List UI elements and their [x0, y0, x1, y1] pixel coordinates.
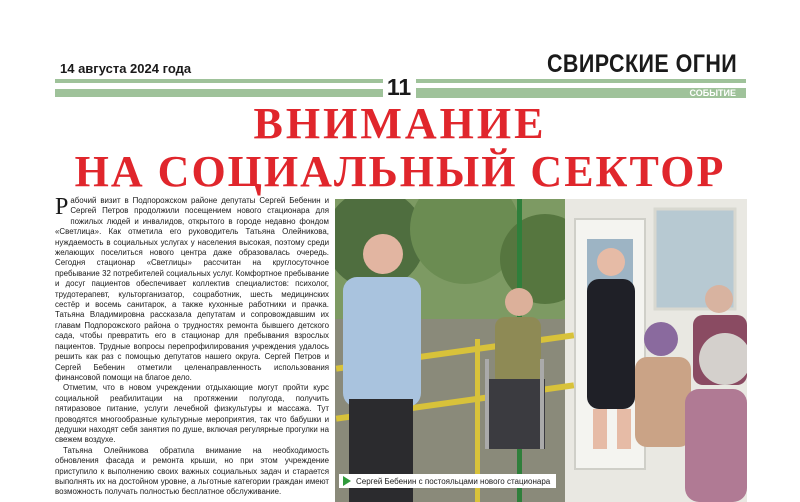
headline-line-1: ВНИМАНИЕ: [253, 99, 547, 148]
newspaper-name: СВИРСКИЕ ОГНИ: [546, 50, 737, 78]
article-body: [55, 196, 329, 502]
article-photo: [335, 199, 747, 502]
headline-line-2: НА СОЦИАЛЬНЫЙ СЕКТОР: [74, 147, 726, 196]
drop-cap: Р: [55, 196, 69, 220]
article-paragraph-3: Татьяна Олейникова обратила внимание на необходимость обновления фасада и ремонта крыши, но при этом учреждение приступило к выполнению своих важных социальных задач и старается выполнять их на достойном уровне, а льготные категории граждан имеют возможность получать полностью бесплатное обслуживание.: [55, 445, 329, 497]
article-paragraph-1-text: абочий визит в Подпорожском районе депутаты Сергей Бебенин и Сергей Петров продолжили посещением нового стационара для пожилых людей и инвалидов, открытого в городе недавно фондом «Светлица». Как отметила его руководитель Татьяна Олейникова, нуждаемость в социальных услугах у населения высокая, поэтому среди желающих поселиться нового центра даже образовалась очередь. Сегодня стационар «Светлицы» рассчитан на круглосуточное пребывание 32 потребителей социальных услуг. Комфортное пребывание и досуг пациентов обеспечивает коллектив специалистов: психолог, трудотерапевт, культорганизатор, соцработник, шесть медицинских сестёр и восемь санитарок, а также кухонные работники и прачка. Татьяна Владимировна рассказала депутатам и сопровождавшим их главам Подпорожского района о трудностях ремонта бывшего детского сада, чтобы превратить его в стационар для пребывания взрослых пациентов. Трудные вопросы перепрофилирования учреждения удалось решить как раз с помощью депутатов нашего округа. Сергей Петров и Сергей Бебенин отметили целенаправленность использования финансовой помощи на благое дело.: [55, 196, 329, 382]
photo-caption-text: Сергей Бебенин с постояльцами нового стационара: [356, 476, 551, 486]
page-number: 11: [386, 74, 412, 100]
header-rule-right: [416, 79, 746, 83]
photo-caption: [339, 474, 556, 488]
header-rule-left-thick: [55, 89, 383, 97]
header-rule-left: [55, 79, 383, 83]
caption-arrow-icon: [343, 476, 351, 486]
article-paragraph-2: Отметим, что в новом учреждении отдыхающие могут пройти курс социальной реабилитации на протяжении полугода, получить пятиразовое питание, услуги лечебной физкультуры и массажа. Тут проводятся многообразные культурные мероприятия, так что бабушки и дедушки находят себя занятия по душе, включая регулярные прогулки на свежем воздухе.: [55, 383, 329, 445]
photo-illustration: [335, 199, 747, 502]
issue-date: 14 августа 2024 года: [60, 61, 192, 76]
rubric-label: СОБЫТИЕ: [416, 88, 746, 98]
article-paragraph-1: [55, 196, 329, 383]
